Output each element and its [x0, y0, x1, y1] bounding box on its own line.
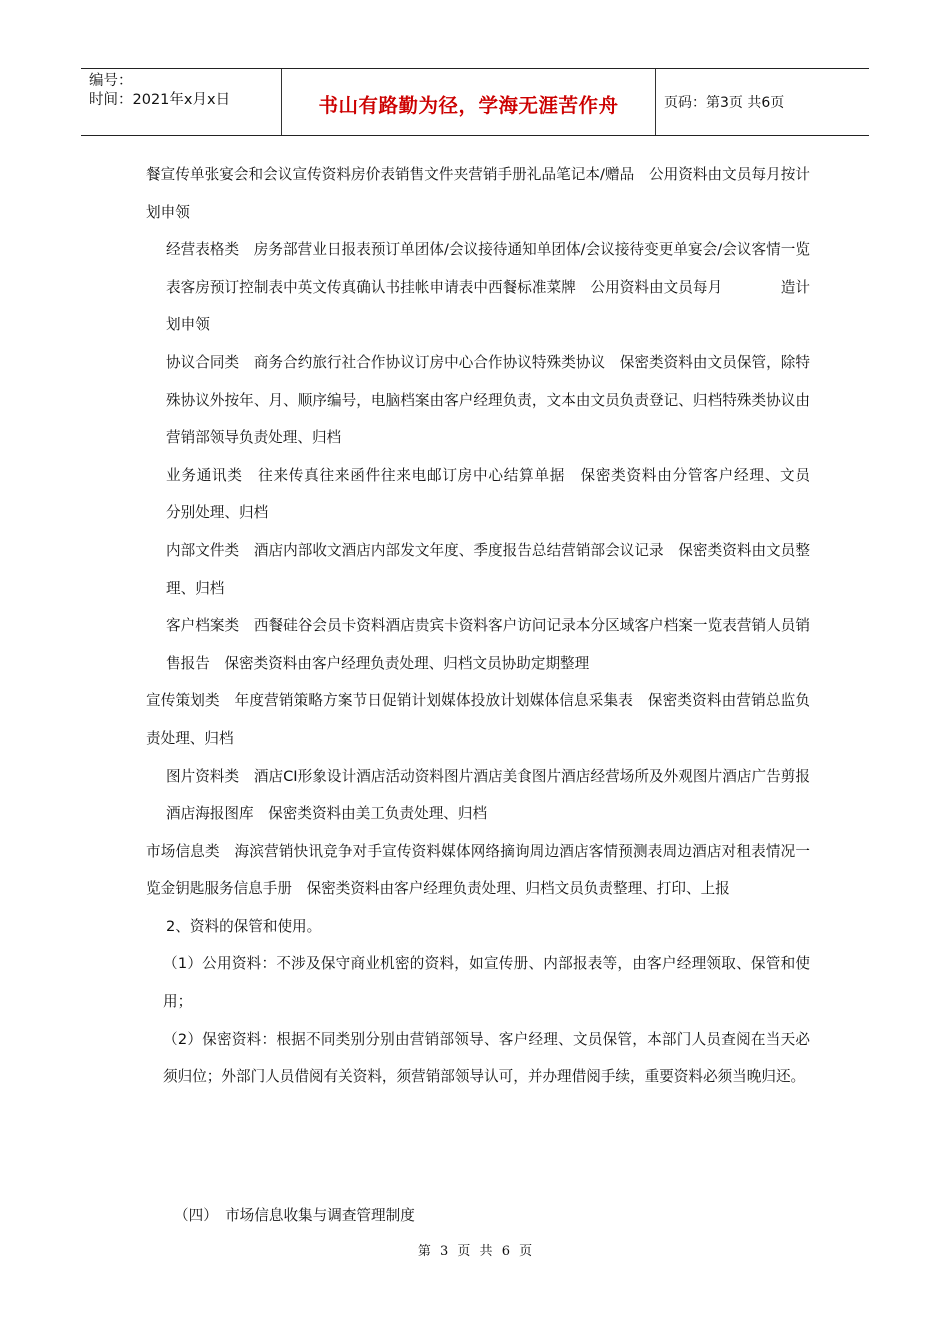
header-page-info — [656, 69, 869, 135]
page-footer: 第 3 页 共 6 页 — [417, 1244, 533, 1259]
paragraph: 经营表格类 房务部营业日报表预订单团体/会议接待通知单团体/会议接待变更单宴会/会议客情一览表客房预订控制表中英文传真确认书挂帐申请表中西餐标准菜牌 公用资料由文员每月 造计划申领 — [166, 241, 810, 334]
document-date: 时间：2021年x月x日 — [89, 92, 231, 108]
paragraph: （2）保密资料：根据不同类别分别由营销部领导、客户经理、文员保管，本部门人员查阅在当天必须归位；外部门人员借阅有关资料，须营销部领导认可，并办理借阅手续，重要资料必须当晚归还。 — [163, 1030, 810, 1086]
paragraph: 图片资料类 酒店CI形象设计酒店活动资料图片酒店美食图片酒店经营场所及外观图片酒店广告剪报酒店海报图库 保密类资料由美工负责处理、归档 — [166, 767, 810, 823]
paragraph: 业务通讯类 往来传真往来函件往来电邮订房中心结算单据 保密类资料由分管客户经理、文员 分别处理、归档 — [166, 466, 869, 522]
document-body — [146, 156, 869, 1096]
page-info-text: 页码：第3页 共6页 — [664, 95, 785, 111]
paragraph: 宣传策划类 年度营销策略方案节日促销计划媒体投放计划媒体信息采集表 保密类资料由营销总监负责处理、归档 — [146, 692, 810, 747]
document-number: 编号： — [89, 73, 133, 89]
header-meta — [81, 69, 282, 135]
paragraph: 客户档案类 西餐硅谷会员卡资料酒店贵宾卡资料客户访问记录本分区域客户档案一览表营销人员销售报告 保密类资料由客户经理负责处理、归档文员协助定期整理 — [166, 617, 810, 672]
paragraph: （1）公用资料：不涉及保守商业机密的资料，如宣传册、内部报表等，由客户经理领取、保管和使用； — [163, 955, 810, 1011]
paragraph: 2、资料的保管和使用。 — [166, 917, 322, 935]
paragraph: 市场信息类 海滨营销快讯竞争对手宣传资料媒体网络摘询周边酒店客情预测表周边酒店对租表情况一览金钥匙服务信息手册 保密类资料由客户经理负责处理、归档文员负责整理、打印、上报 — [146, 842, 810, 898]
header-table — [81, 68, 869, 136]
paragraph: 餐宣传单张宴会和会议宣传资料房价表销售文件夹营销手册礼品笔记本/赠品 公用资料由文员每月按计划申领 — [146, 166, 810, 221]
paragraph: 内部文件类 酒店内部收文酒店内部发文年度、季度报告总结营销部会议记录 保密类资料由文员整理、归档 — [166, 541, 810, 597]
motto-text: 书山有路勤为径，学海无涯苦作舟 — [318, 94, 619, 117]
section-title: （四） 市场信息收集与调查管理制度 — [174, 1207, 415, 1224]
paragraph: 协议合同类 商务合约旅行社合作协议订房中心合作协议特殊类协议 保密类资料由文员保管，除特殊协议外按年、月、顺序编号，电脑档案由客户经理负责，文本由文员负责登记、归档特殊类协议由营销部领导负责处理、归档 — [166, 353, 810, 447]
header-motto-cell — [282, 69, 656, 135]
